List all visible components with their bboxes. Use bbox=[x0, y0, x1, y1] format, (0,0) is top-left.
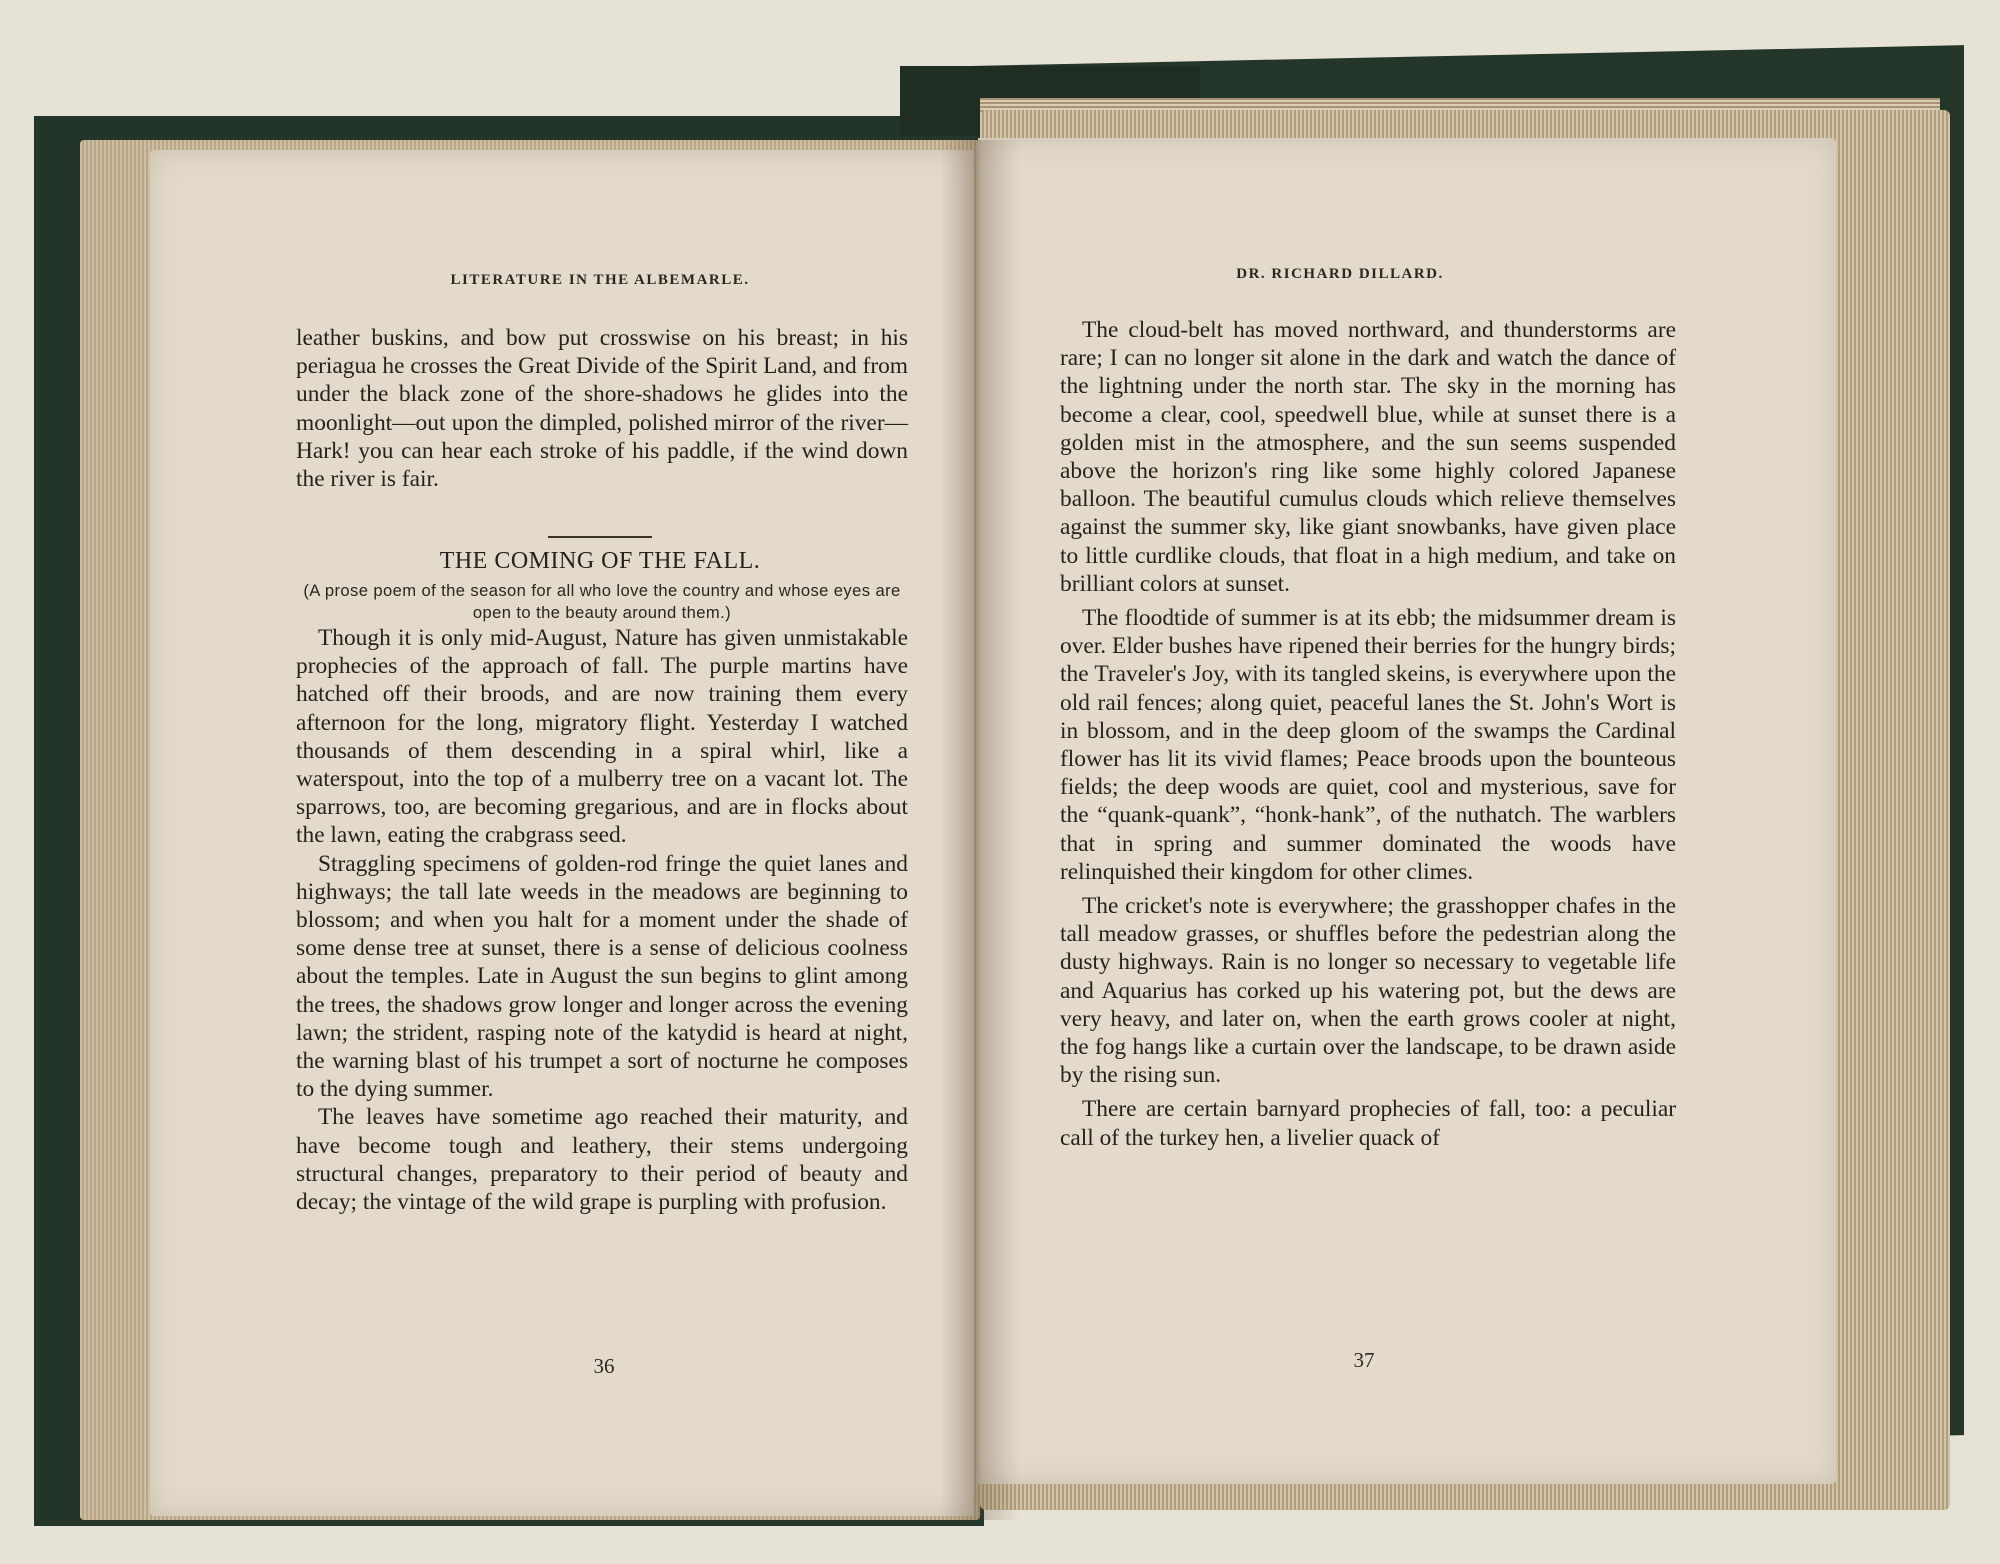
running-head-left: LITERATURE IN THE ALBEMARLE. bbox=[450, 272, 750, 288]
section-divider bbox=[548, 536, 652, 538]
left-opening-text bbox=[296, 324, 908, 493]
right-body-text bbox=[1060, 316, 1676, 1152]
page-number-right: 37 bbox=[1353, 1348, 1375, 1372]
gutter-shadow bbox=[940, 140, 1020, 1520]
right-paragraph-3: The cricket's note is everywhere; the grasshopper chafes in the tall meadow grasses, or shuffles before the pedestrian along the dusty highways. Rain is no longer so necessary to vegetable life and Aquarius has corked up his watering pot, but the dews are very heavy, and later on, when the earth grows cooler at night, the fog hangs like a curtain over the landscape, to be drawn aside by the rising sun. bbox=[1060, 893, 1676, 1089]
left-paragraph-2: Straggling specimens of golden-rod fringe the quiet lanes and highways; the tall late weeds in the meadows are beginning to blossom; and when you halt for a moment under the shade of some dense tree at sunset, there is a sense of delicious coolness about the temples. Late in August the sun begins to glint among the trees, the shadows grow longer and longer across the evening lawn; the strident, rasping note of the katydid is heard at night, the warning blast of his trumpet a sort of nocturne he composes to the dying summer. bbox=[296, 850, 908, 1103]
left-paragraph-3: The leaves have sometime ago reached their maturity, and have become tough and leathery, their stems undergoing structural changes, preparatory to their period of beauty and decay; the vintage of the wild grape is purpling with profusion. bbox=[296, 1104, 908, 1216]
chapter-subtitle: (A prose poem of the season for all who love the country and whose eyes are open to the beauty around them.) bbox=[303, 581, 901, 622]
left-opening-paragraph: leather buskins, and bow put crosswise on his breast; in his periagua he crosses the Great Divide of the Spirit Land, and from under the black zone of the shore-shadows he glides into the moonlight—out upon the dimpled, polished mirror of the river—Hark! you can hear each stroke of his paddle, if the wind down the river is fair. bbox=[296, 325, 908, 493]
page-number-left: 36 bbox=[593, 1354, 615, 1378]
chapter-title: THE COMING OF THE FALL. bbox=[439, 548, 761, 574]
right-paragraph-2: The floodtide of summer is at its ebb; the midsummer dream is over. Elder bushes have ripened their berries for the hungry birds; the Traveler's Joy, with its tangled skeins, is everywhere upon the old rail fences; along quiet, peaceful lanes the St. John's Wort is in blossom, and in the deep gloom of the swamps the Cardinal flower has lit its vivid flames; Peace broods upon the bounteous fields; the deep woods are quiet, cool and mysterious, save for the “quank-quank”, “honk-hank”, of the nuthatch. The warblers that in spring and summer dominated the woods have relinquished their kingdom for other climes. bbox=[1060, 605, 1676, 885]
left-paragraph-1: Though it is only mid-August, Nature has given unmistakable prophecies of the approach of fall. The purple martins have hatched off their broods, and are now training them every afternoon for the long, migratory flight. Yesterday I watched thousands of them descending in a spiral whirl, like a waterspout, into the top of a mulberry tree on a vacant lot. The sparrows, too, are becoming gregarious, and are in flocks about the lawn, eating the crabgrass seed. bbox=[296, 625, 908, 849]
right-paragraph-1: The cloud-belt has moved northward, and thunderstorms are rare; I can no longer sit alone in the dark and watch the dance of the lightning under the north star. The sky in the morning has become a clear, cool, speedwell blue, while at sunset there is a golden mist in the atmosphere, and the sun seems suspended above the horizon's ring like some highly colored Japanese balloon. The beautiful cumulus clouds which relieve themselves against the summer sky, like giant snowbanks, have given place to little curdlike clouds, that float in a high medium, and take on brilliant colors at sunset. bbox=[1060, 317, 1676, 597]
running-head-right: DR. RICHARD DILLARD. bbox=[1236, 266, 1444, 282]
right-paragraph-4: There are certain barnyard prophecies of fall, too: a peculiar call of the turkey hen, a livelier quack of bbox=[1060, 1096, 1676, 1151]
left-body-text bbox=[296, 624, 908, 1216]
